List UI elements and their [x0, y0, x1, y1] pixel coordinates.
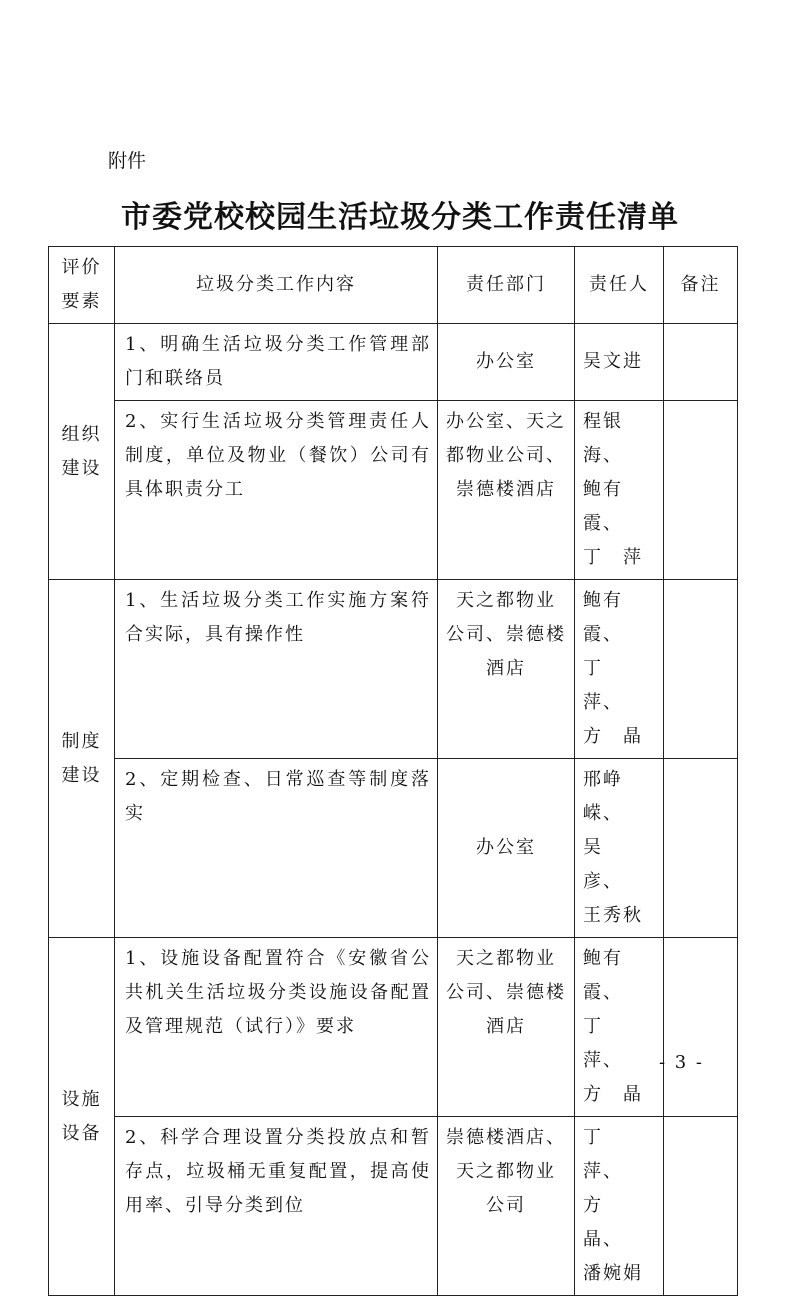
table-row [49, 938, 738, 1117]
header-element: 评价 要素 [49, 247, 115, 324]
note-cell [664, 324, 738, 401]
dept-cell: 天之都物业 公司、崇德楼 酒店 [438, 580, 575, 759]
table-row [49, 580, 738, 759]
content-cell: 2、实行生活垃圾分类管理责任人制度，单位及物业（餐饮）公司有具体职责分工 [115, 401, 438, 580]
person-cell: 程银海、 鲍有霞、 丁 萍 [575, 401, 664, 580]
note-cell [664, 580, 738, 759]
dept-cell: 办公室 [438, 324, 575, 401]
table-row [49, 1117, 738, 1296]
content-cell: 2、定期检查、日常巡查等制度落实 [115, 759, 438, 938]
note-cell [664, 401, 738, 580]
page-number: - 3 - [658, 1052, 704, 1073]
responsibility-table [48, 246, 738, 1296]
group-element-cell: 设施 设备 [49, 938, 115, 1296]
table-header-row [49, 247, 738, 324]
page-title: 市委党校校园生活垃圾分类工作责任清单 [121, 200, 679, 235]
note-cell [664, 759, 738, 938]
note-cell [664, 938, 738, 1117]
content-cell: 1、设施设备配置符合《安徽省公共机关生活垃圾分类设施设备配置及管理规范（试行）》要求 [115, 938, 438, 1117]
dept-cell: 办公室 [438, 759, 575, 938]
content-cell: 1、明确生活垃圾分类工作管理部门和联络员 [115, 324, 438, 401]
person-cell: 鲍有霞、 丁 萍、 方 晶 [575, 580, 664, 759]
table-row [49, 759, 738, 938]
group-element-cell: 制度 建设 [49, 580, 115, 938]
person-cell: 吴文进 [575, 324, 664, 401]
header-person: 责任人 [575, 247, 664, 324]
person-cell: 鲍有霞、 丁 萍、 方 晶 [575, 938, 664, 1117]
person-cell: 丁 萍、 方 晶、 潘婉娟 [575, 1117, 664, 1296]
header-content: 垃圾分类工作内容 [115, 247, 438, 324]
group-element-cell: 组织 建设 [49, 324, 115, 580]
header-note: 备注 [664, 247, 738, 324]
dept-cell: 天之都物业 公司、崇德楼 酒店 [438, 938, 575, 1117]
attachment-label: 附件 [108, 150, 147, 172]
dept-cell: 办公室、天之 都物业公司、 崇德楼酒店 [438, 401, 575, 580]
note-cell [664, 1117, 738, 1296]
content-cell: 2、科学合理设置分类投放点和暂存点，垃圾桶无重复配置，提高使用率、引导分类到位 [115, 1117, 438, 1296]
person-cell: 邢峥嵘、 吴 彦、 王秀秋 [575, 759, 664, 938]
content-cell: 1、生活垃圾分类工作实施方案符合实际，具有操作性 [115, 580, 438, 759]
table-row [49, 324, 738, 401]
table-row [49, 401, 738, 580]
header-dept: 责任部门 [438, 247, 575, 324]
dept-cell: 崇德楼酒店、 天之都物业 公司 [438, 1117, 575, 1296]
